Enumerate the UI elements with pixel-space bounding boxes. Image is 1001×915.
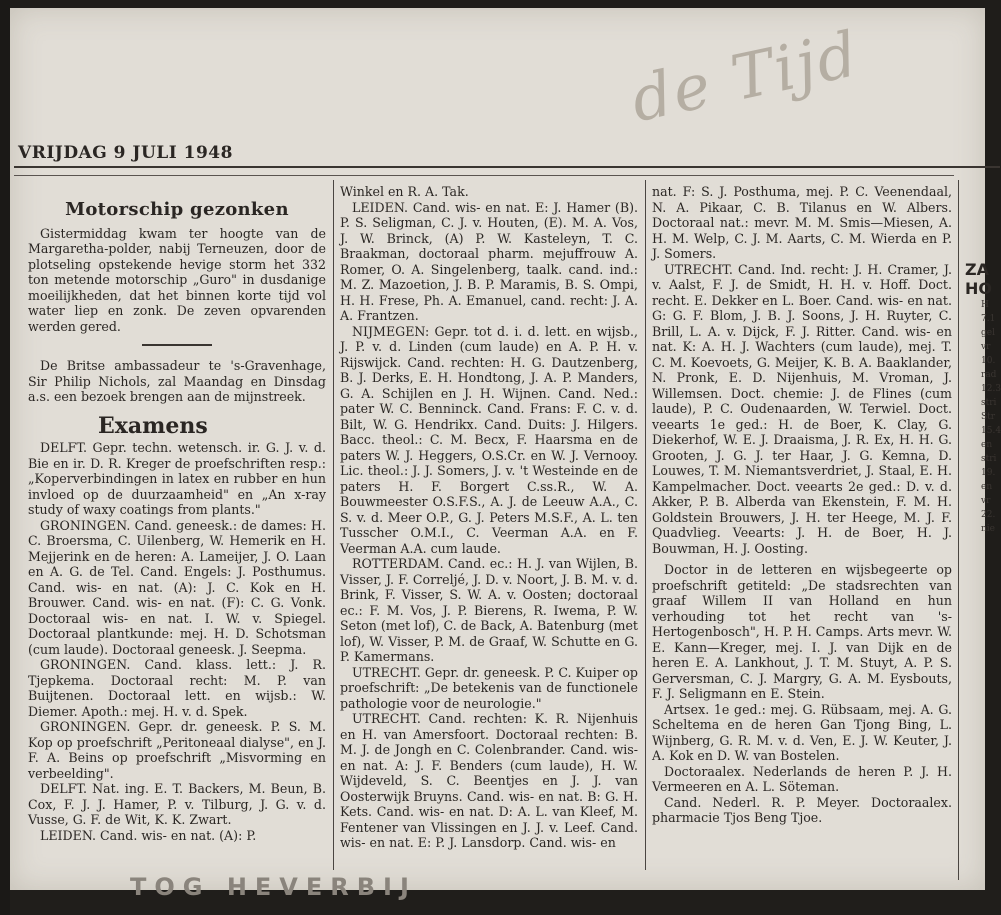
fragment-text: rad — [981, 370, 997, 380]
fragment-text: 12.3 — [981, 384, 1001, 394]
exam-paragraph: Doctoraalex. Nederlands de heren P. J. H. Vermeeren en A. L. Söteman. — [652, 763, 952, 794]
fragment-heading: HO — [965, 279, 992, 298]
exam-paragraph: LEIDEN. Cand. wis- en nat. E: J. Hamer (B). P. S. Seligman, C. J. v. Houten, (E). M. A. Vos, J. W. Brinck, (A) P. W. Kasteleyn, T. C. Braakman, doctoraal pharm. mejuffrouw A. Romer, O. A. Singelenberg, taalk. cand. ind.: M. Z. Mazoetion, J. B. P. Maramis, B. S. Ompi, H. H. Frese, Ph. A. Emanuel, cand. recht: J. A. A. Frantzen. — [340, 199, 638, 323]
fragment-text: 7.1 — [981, 314, 996, 324]
dateline: VRIJDAG 9 JULI 1948 — [18, 143, 233, 163]
exam-paragraph: LEIDEN. Cand. wis- en nat. (A): P. — [40, 827, 257, 843]
separator — [142, 344, 212, 346]
exam-paragraph: nat. F: S. J. Posthuma, mej. P. C. Veenendaal, N. A. Pikaar, C. B. Tilanus en W. Albers. Doctoraal nat.: mevr. M. M. Smis—Miesen, A. H. M. Welp, C. J. M. Aarts, C. M. Wierda en P. J. Somers. — [652, 184, 952, 261]
handwritten-annotation: de Tijd — [624, 16, 866, 137]
column-1 — [28, 184, 326, 843]
article-body: Gistermiddag kwam ter hoogte van de Margaretha-polder, nabij Terneuzen, door de plotseling opstekende hevige storm het 332 ton metende motorschip „Guro" in dusdanige moeilijkheden, dat het binnen korte tijd vol water liep en zonk. De zeven opvarenden werden gered. — [28, 225, 326, 334]
cut-off-headline: TOG HEVERBIJ — [130, 873, 417, 901]
fragment-text: stri — [981, 398, 997, 408]
fragment-text: en — [981, 440, 993, 450]
fragment-text: vr — [981, 496, 991, 506]
fragment-text: en — [981, 482, 993, 492]
exam-paragraph: UTRECHT. Gepr. dr. geneesk. P. C. Kuiper op proefschrift: „De betekenis van de functionele pathologie voor de neurologie." — [340, 664, 638, 711]
fragment-text: 15.4 — [981, 426, 1001, 436]
fragment-text: 10. — [981, 356, 996, 366]
exam-paragraph: Artsex. 1e ged.: mej. G. Rübsaam, mej. A. G. Scheltema en de heren Gan Tjong Bing, L. Wijnberg, G. R. M. v. d. Ven, E. J. W. Keuter, J. A. Kok en D. W. van Bostelen. — [652, 701, 952, 763]
exam-paragraph: GRONINGEN. Gepr. dr. geneesk. P. S. M. Kop op proefschrift „Peritoneaal dialyse", en J. F. A. Beins op proefschrift „Misvorming en verbeelding". — [28, 719, 326, 781]
fragment-text: vr — [981, 342, 991, 352]
article-title: Motorschip gezonken — [65, 199, 289, 220]
exam-paragraph: GRONINGEN. Cand. klass. lett.: J. R. Tjepkema. Doctoraal recht: M. P. van Buijtenen. Doctoraal lett. en wijsb.: W. Diemer. Apoth.: mej. H. v. d. Spek. — [28, 657, 326, 719]
exam-paragraph: GRONINGEN. Cand. geneesk.: de dames: H. C. Broersma, C. Uilenberg, W. Hemerik en H. Mejjerink en de heren: A. Lameijer, J. O. Laan en A. G. de Tel. Cand. Engels: J. Posthumus. Cand. wis- en nat. (A): J. C. Kok en H. Brouwer. Cand. wis- en nat. (F): C. G. Vonk. Doctoraal wis- en nat. I. W. v. Spiegel. Doctoraal plantkunde: mej. H. D. Schotsman (cum laude). Doctoraal geneesk. J. Seepma. — [28, 517, 326, 657]
header-rule — [14, 166, 1000, 168]
fragment-text: stri — [981, 454, 997, 464]
column-2 — [340, 184, 638, 851]
exam-paragraph: DELFT. Gepr. techn. wetensch. ir. G. J. v. d. Bie en ir. D. R. Kreger de proefschriften resp.: „Koperverbindingen in latex en rubber en hun invloed op de duurzaamheid" en „An x-ray study of waxy coatings from plants." — [28, 440, 326, 517]
exam-paragraph: DELFT. Nat. ing. E. T. Backers, M. Beun, B. Cox, F. J. J. Hamer, P. v. Tilburg, J. G. v. d. Vusse, G. F. de Wit, K. K. Zwart. — [28, 781, 326, 827]
scan-left-edge — [0, 0, 10, 915]
adjacent-column-fragment — [958, 180, 1001, 880]
header-rule-thin — [14, 175, 954, 176]
fragment-heading: ZA — [965, 260, 989, 279]
fragment-text: gel — [981, 328, 995, 338]
fragment-text: 19. — [981, 468, 996, 478]
fragment-text: nie — [981, 524, 996, 534]
exam-paragraph: ROTTERDAM. Cand. ec.: H. J. van Wijlen, B. Visser, J. F. Correljé, J. D. v. Noort, J. B. M. v. d. Brink, F. Visser, S. W. A. v. Oosten; doctoraal ec.: F. M. Vos, J. P. Bierens, R. Iwema, P. W. Seton (met lof), C. de Back, A. Batenburg (met lof), W. Visser, P. M. de Graaf, W. Schutte en G. P. Kamermans. — [340, 556, 638, 664]
fragment-text: 22. — [981, 510, 996, 520]
column-3 — [652, 184, 952, 826]
section-title: Examens — [98, 412, 208, 439]
exam-paragraph: Winkel en R. A. Tak. — [340, 184, 469, 199]
exam-paragraph: Cand. Nederl. R. P. Meyer. Doctoraalex. pharmacie Tjos Beng Tjoe. — [652, 794, 952, 825]
article-body: De Britse ambassadeur te 's-Gravenhage, Sir Philip Nichols, zal Maandag en Dinsdag a.s. een bezoek brengen aan de mijnstreek. — [28, 358, 326, 404]
exam-paragraph: Doctor in de letteren en wijsbegeerte op proefschrift getiteld: „De stadsrechten van graaf Willem II van Holland en hun verhouding tot het recht van 's-Hertogenbosch", H. P. H. Camps. Arts mevr. W. E. Kann—Kreger, mej. I. J. van Dijk en de heren E. A. Lankhout, J. T. M. Stuyt, A. P. S. Gerversman, C. J. Margry, G. A. M. Eysbouts, F. J. Seligmann en E. Stein. — [652, 562, 952, 701]
column-divider — [333, 180, 334, 870]
fragment-text: Str — [981, 412, 996, 422]
column-divider — [645, 180, 646, 870]
exam-paragraph: NIJMEGEN: Gepr. tot d. i. d. lett. en wijsb., J. P. v. d. Linden (cum laude) en A. P. H. v. Rijswijck. Cand. rechten: H. G. Dautzenberg, B. J. Derks, E. H. Hondtong, J. A. P. Manders, G. A. Schijlen en J. H. Wijnen. Cand. Ned.: pater W. C. Benninck. Cand. Frans: F. C. v. d. Bilt, W. G. Hendrikx. Cand. Duits: J. Hilgers. Bacc. theol.: C. M. Becx, F. Haarsma en de paters W. J. Heggers, O.S.Cr. en W. J. Vernooy. Lic. theol.: J. J. Somers, J. v. 't Westeinde en de paters H. F. Borgert C.ss.R., W. A. Bouwmeester O.S.F.S., A. J. de Leeuw A.A., C. S. v. d. Meer O.P., G. J. Peters M.S.F., A. L. ten Tusscher O.M.I., C. Veerman A.A. en F. Veerman A.A. cum laude. — [340, 323, 638, 556]
exam-paragraph: UTRECHT. Cand. rechten: K. R. Nijenhuis en H. van Amersfoort. Doctoraal rechten: B. M. J. de Jongh en C. Colenbrander. Cand. wis- en nat. A: J. F. Benders (cum laude), H. W. Wijdeveld, S. C. Beentjes en J. J. van Oosterwijk Bruyns. Cand. wis- en nat. B: G. H. Kets. Cand. wis- en nat. D: A. L. van Kleef, M. Fentener van Vlissingen en J. J. v. Leef. Cand. wis- en nat. E: P. J. Lansdorp. Cand. wis- en — [340, 711, 638, 850]
exam-paragraph: UTRECHT. Cand. Ind. recht: J. H. Cramer, J. v. Aalst, F. J. de Smidt, H. H. v. Hoff. Doct. recht. E. Dekker en L. Boer. Cand. wis- en nat. G: G. F. Blom, J. B. J. Soons, J. H. Ruyter, C. Brill, L. A. v. Dijck, F. J. Ritter. Cand. wis- en nat. K: A. H. J. Wachters (cum laude), mej. T. C. M. Koevoets, G. Meijer, K. B. A. Baaklander, N. Pronk, E. D. Nijenhuis, M. Vroman, J. Willemsen. Doct. chemie: J. de Flines (cum laude), P. C. Oudenaarden, W. Terwiel. Doct. veearts 1e ged.: H. de Boer, K. Clay, G. Diekerhof, W. E. J. Draaisma, J. R. Ex, H. H. G. Grooten, J. G. J. ter Haar, J. G. Kemna, D. Louwes, T. M. Niemantsverdriet, J. Staal, E. H. Kampelmacher. Doct. veearts 2e ged.: D. v. d. Akker, P. B. Alberda van Ekenstein, F. M. H. Goldstein Brouwers, J. H. ter Heege, M. J. F. Quadvlieg. Veearts: J. H. de Boer, H. J. Bouwman, H. J. Oosting. — [652, 261, 952, 556]
fragment-text: H — [981, 300, 989, 310]
